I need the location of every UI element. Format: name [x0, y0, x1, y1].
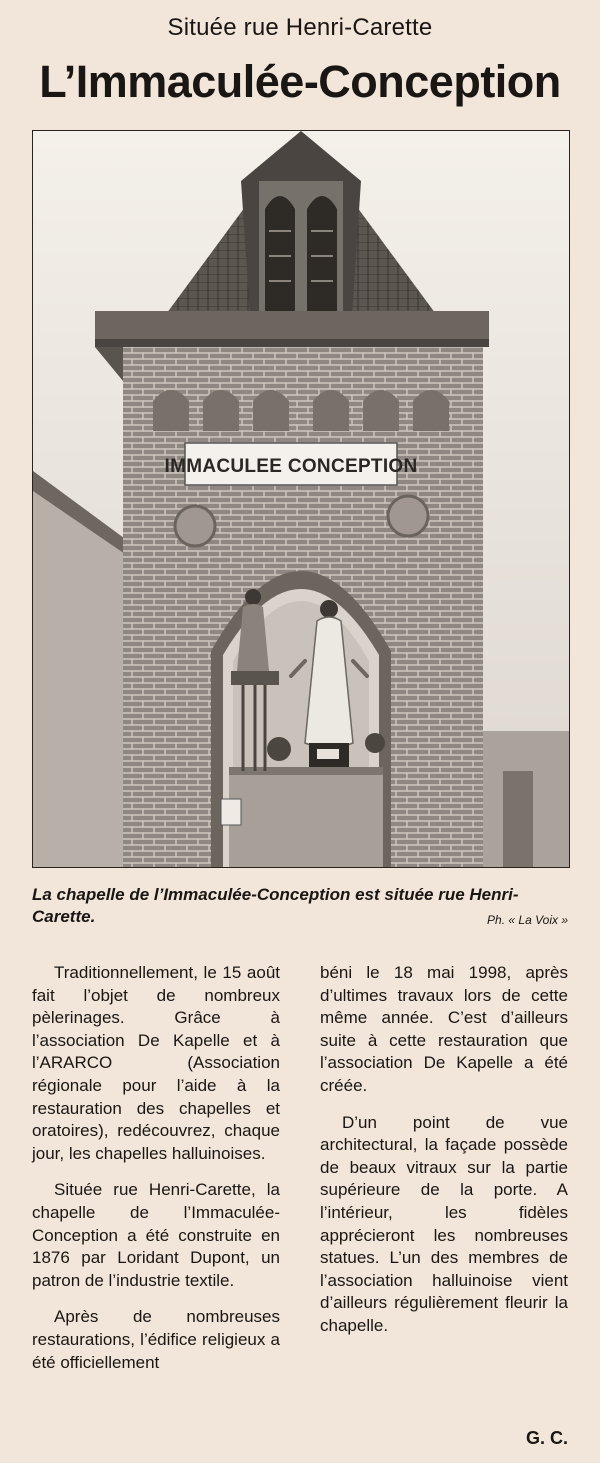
paragraph: Traditionnellement, le 15 août fait l’objet de nombreux pèlerinages. Grâce à l’association De Kapelle et à l’ARARCO (Association régionale pour l’aide à la restauration des chapelles et oratoires), redécouvrez, chaque jour, les chapelles halluinoises. — [32, 963, 280, 1163]
chapel-sign-text: IMMACULEE CONCEPTION — [164, 456, 418, 477]
paragraph: Située rue Henri-Carette, la chapelle de l’Immaculée-Conception a été construite en 1876 par Loridant Dupont, un patron de l’industrie textile. — [32, 1180, 280, 1290]
photo-caption: La chapelle de l’Immaculée-Conception est située rue Henri-Carette. — [32, 885, 519, 926]
author-signature: G. C. — [525, 1428, 568, 1448]
article-headline: L’Immaculée-Conception — [39, 56, 561, 107]
paragraph: D’un point de vue architectural, la façade possède de beaux vitraux sur la partie supérieure de la porte. A l’intérieur, les fidèles apprécieront les nombreuses statues. L’un des membres de l’association halluinoise vient d’ailleurs régulièrement fleurir la chapelle. — [320, 1112, 568, 1335]
chapel-photo — [32, 130, 570, 868]
article-kicker: Située rue Henri-Carette — [167, 14, 433, 41]
photo-credit: Ph. « La Voix » — [487, 913, 568, 927]
article-column-right — [320, 962, 568, 1352]
paragraph: Après de nombreuses restaurations, l’édifice religieux a été officiellement — [32, 1307, 280, 1372]
paragraph: béni le 18 mai 1998, après d’ultimes travaux lors de cette même année. C’est d’ailleurs suite à cette restauration que l’association De Kapelle a été créée. — [320, 963, 568, 1095]
article-column-left — [32, 962, 280, 1388]
